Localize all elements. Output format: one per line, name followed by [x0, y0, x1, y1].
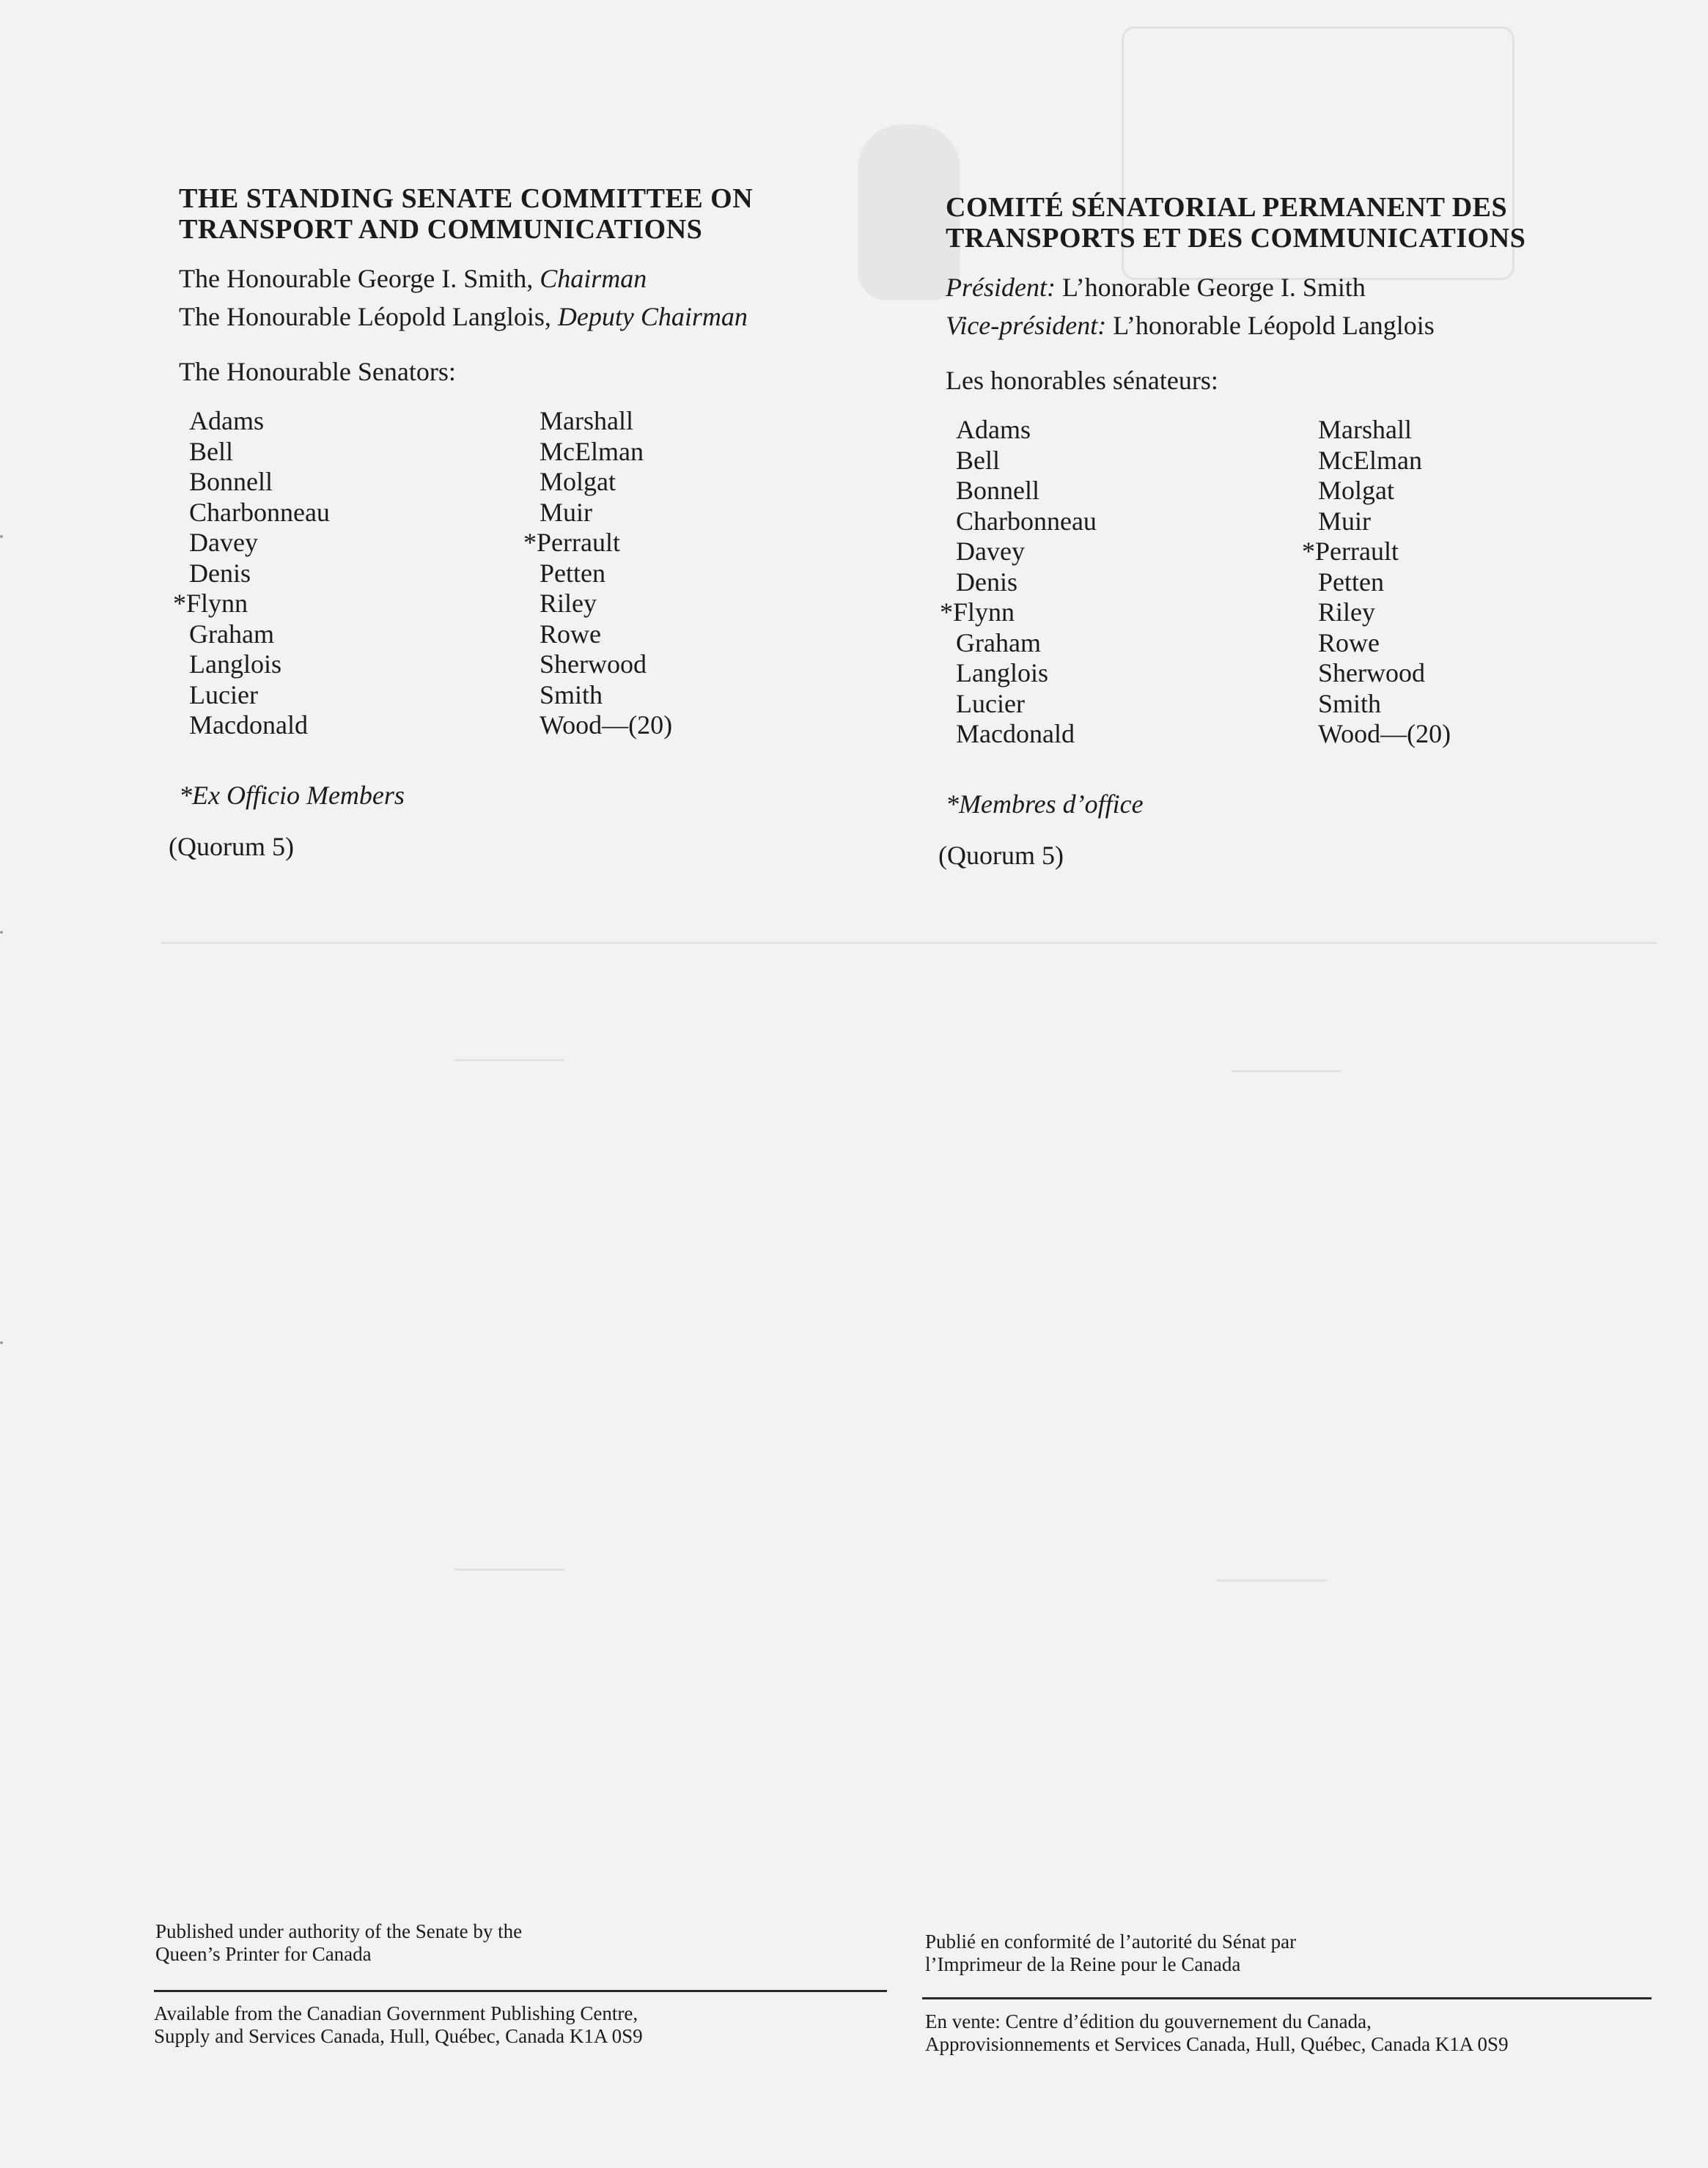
footer-line: En vente: Centre d’édition du gouvernement du Canada,: [925, 2010, 1372, 2032]
published-notice-english: [155, 1920, 522, 1966]
member-name: Davey: [189, 528, 258, 557]
member-name: Charbonneau: [956, 506, 1097, 536]
quorum-note: (Quorum 5): [169, 832, 294, 861]
vice-president-line: [946, 306, 1605, 344]
member-name: Molgat: [540, 467, 616, 496]
chairman-role: Chairman: [540, 264, 647, 293]
member-name: Bell: [956, 445, 1000, 475]
member-name: Wood—(20): [540, 710, 673, 740]
ex-officio-note: *Ex Officio Members: [179, 781, 405, 810]
bleed-through-rule-short: [1217, 1579, 1327, 1582]
bleed-through-rule-short: [454, 1059, 564, 1061]
president-role: Président:: [946, 273, 1056, 302]
committee-title-french: [946, 192, 1605, 254]
bleed-through-rule-short: [454, 1568, 564, 1571]
committee-title-english: [179, 183, 839, 245]
member-name: McElman: [1318, 445, 1422, 475]
committee-title-line: COMITÉ SÉNATORIAL PERMANENT DES: [946, 192, 1508, 223]
member-name: Riley: [1318, 597, 1375, 627]
member-name: Smith: [1318, 688, 1382, 718]
chairman-line: [179, 259, 839, 298]
member-name: Macdonald: [189, 710, 308, 740]
members-column-1: [173, 406, 330, 741]
page-edge-mark: [0, 1341, 3, 1344]
member-name: Petten: [540, 558, 605, 588]
published-notice-french: [925, 1931, 1296, 1976]
member-name: Charbonneau: [189, 497, 330, 527]
footer-line: Available from the Canadian Government Publishing Centre,: [154, 2002, 638, 2024]
footer-divider-left: [154, 1990, 887, 1992]
president-name: L’honorable George I. Smith: [1055, 273, 1366, 302]
member-name: Rowe: [540, 619, 601, 649]
member-name: Sherwood: [540, 649, 647, 679]
member-name: McElman: [540, 436, 644, 466]
footer-line: Queen’s Printer for Canada: [155, 1943, 372, 1965]
committee-title-line: TRANSPORTS ET DES COMMUNICATIONS: [946, 223, 1526, 254]
member-name: Graham: [956, 627, 1041, 657]
available-notice-french: [925, 2010, 1509, 2056]
members-column-2: [1302, 415, 1451, 750]
deputy-chairman-name: The Honourable Léopold Langlois,: [179, 302, 558, 331]
footer-divider-right: [922, 1997, 1652, 1999]
member-name: Lucier: [189, 679, 258, 709]
member-name: Rowe: [1318, 627, 1380, 657]
bleed-through-rule-short: [1232, 1070, 1341, 1072]
deputy-chairman-role: Deputy Chairman: [557, 302, 748, 331]
members-column-2: [523, 406, 673, 741]
deputy-chairman-line: [179, 298, 839, 336]
member-name: Smith: [540, 679, 603, 709]
member-name: Marshall: [540, 406, 633, 435]
member-name: Graham: [189, 619, 274, 649]
member-name: Langlois: [189, 649, 281, 679]
english-committee-column: [169, 183, 839, 862]
member-name: *Flynn: [940, 597, 1015, 627]
available-notice-english: [154, 2002, 643, 2048]
member-name: Adams: [956, 415, 1031, 444]
committee-title-line: TRANSPORT AND COMMUNICATIONS: [179, 214, 703, 245]
vice-president-name: L’honorable Léopold Langlois: [1106, 311, 1435, 340]
senators-label: The Honourable Senators:: [179, 357, 456, 386]
member-name: Muir: [540, 497, 592, 527]
member-name: Riley: [540, 589, 597, 618]
senator-members-list: [173, 406, 839, 758]
page-edge-mark: [0, 931, 3, 934]
member-name: Marshall: [1318, 415, 1412, 444]
footer-line: Supply and Services Canada, Hull, Québec, Canada K1A 0S9: [154, 2025, 643, 2047]
chairman-name: The Honourable George I. Smith,: [179, 264, 540, 293]
member-name: Sherwood: [1318, 658, 1425, 687]
member-name: Adams: [189, 406, 264, 435]
member-name: Bonnell: [189, 467, 273, 496]
vice-president-role: Vice-président:: [946, 311, 1107, 340]
footer-line: Published under authority of the Senate by the: [155, 1920, 523, 1942]
member-name: Denis: [956, 567, 1017, 597]
senators-label: Les honorables sénateurs:: [946, 366, 1218, 395]
member-name: Petten: [1318, 567, 1384, 597]
member-name: Davey: [956, 537, 1025, 566]
member-name: Molgat: [1318, 476, 1394, 505]
member-name: Macdonald: [956, 719, 1075, 748]
quorum-note: (Quorum 5): [938, 841, 1064, 870]
member-name: Bonnell: [956, 476, 1039, 505]
page-edge-mark: [0, 535, 3, 538]
president-line: [946, 268, 1605, 306]
member-name: Bell: [189, 436, 233, 466]
footer-line: Approvisionnements et Services Canada, Hull, Québec, Canada K1A 0S9: [925, 2033, 1509, 2055]
member-name: Muir: [1318, 506, 1371, 536]
member-name: *Flynn: [173, 589, 249, 618]
bleed-through-rule: [161, 942, 1657, 944]
footer-line: Publié en conformité de l’autorité du Sénat par: [925, 1931, 1297, 1953]
bleed-through-crest: [858, 125, 960, 301]
senator-members-list: [940, 415, 1605, 767]
ex-officio-note: *Membres d’office: [946, 789, 1144, 819]
member-name: *Perrault: [523, 528, 620, 557]
french-committee-column: [938, 192, 1605, 871]
members-column-1: [940, 415, 1097, 750]
member-name: Denis: [189, 558, 251, 588]
footer-line: l’Imprimeur de la Reine pour le Canada: [925, 1953, 1241, 1975]
member-name: Langlois: [956, 658, 1048, 687]
member-name: Lucier: [956, 688, 1025, 718]
member-name: Wood—(20): [1318, 719, 1451, 748]
member-name: *Perrault: [1302, 537, 1399, 566]
committee-title-line: THE STANDING SENATE COMMITTEE ON: [179, 183, 754, 214]
